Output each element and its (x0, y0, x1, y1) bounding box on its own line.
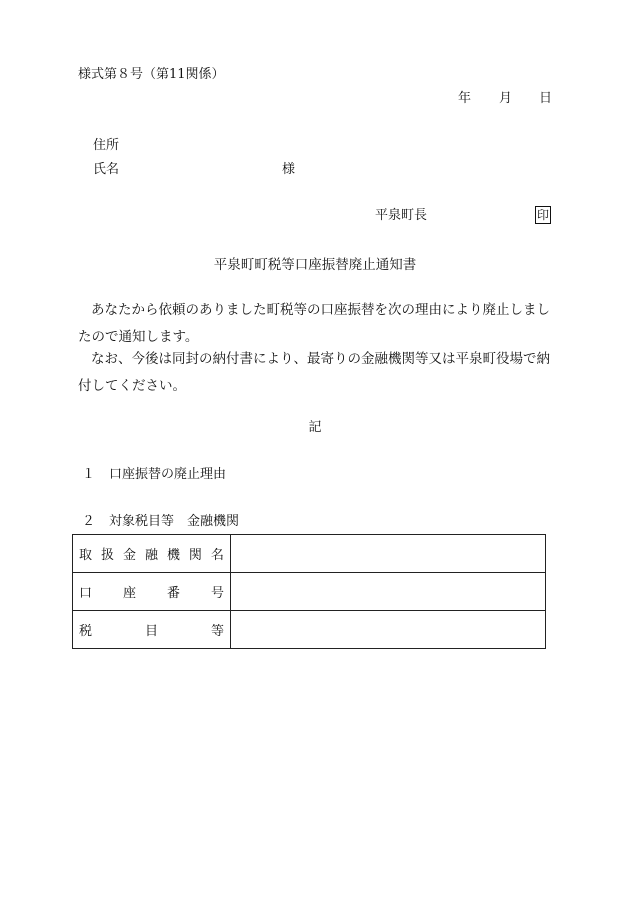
document-title: 平泉町町税等口座振替廃止通知書 (213, 257, 417, 273)
item-number: ２ (82, 514, 96, 529)
label-char: 取 (79, 548, 93, 563)
name-label: 氏名 (93, 162, 120, 177)
date-month-label: 月 (499, 91, 513, 106)
seal-box: 印 (536, 208, 549, 222)
table-row (73, 535, 546, 573)
date-day-label: 日 (539, 91, 553, 106)
label-char: 関 (188, 548, 202, 563)
financial-institution-value[interactable] (231, 535, 546, 573)
label-char: 番 (166, 586, 180, 601)
table-row (73, 611, 546, 649)
item-label: 口座振替の廃止理由 (109, 467, 227, 482)
item-2 (82, 513, 239, 531)
label-char: 名 (210, 548, 224, 563)
body-paragraph-1: あなたから依頼のありました町税等の口座振替を次の理由により廃止しましたので通知します。 (78, 302, 550, 345)
label-char: 融 (144, 548, 158, 563)
label-char: 口 (79, 586, 93, 601)
table-label-cell (73, 611, 231, 649)
form-number: 様式第８号（第11関係） (78, 67, 225, 82)
ki-heading: 記 (308, 420, 322, 435)
honorific: 様 (282, 162, 296, 177)
label-char: 機 (166, 548, 180, 563)
tax-items-value[interactable] (231, 611, 546, 649)
account-table (72, 534, 546, 649)
seal-mark (535, 206, 551, 225)
label-char: 金 (122, 548, 136, 563)
label-char: 等 (210, 624, 224, 639)
address-label: 住所 (93, 138, 120, 153)
table-row (73, 573, 546, 611)
item-1 (82, 466, 226, 484)
date-year-label: 年 (458, 91, 472, 106)
label-char: 座 (122, 586, 136, 601)
item-number: １ (82, 467, 96, 482)
label-char: 扱 (100, 548, 114, 563)
label-char: 税 (79, 624, 93, 639)
label-char: 号 (210, 586, 224, 601)
body-paragraph-2: なお、今後は同封の納付書により、最寄りの金融機関等又は平泉町役場で納付してください。 (78, 351, 550, 394)
account-number-value[interactable] (231, 573, 546, 611)
sender-title: 平泉町長 (375, 208, 428, 223)
table-label-cell (73, 535, 231, 573)
table-label-cell (73, 573, 231, 611)
label-char: 目 (144, 624, 158, 639)
item-label: 対象税目等 金融機関 (109, 514, 240, 529)
